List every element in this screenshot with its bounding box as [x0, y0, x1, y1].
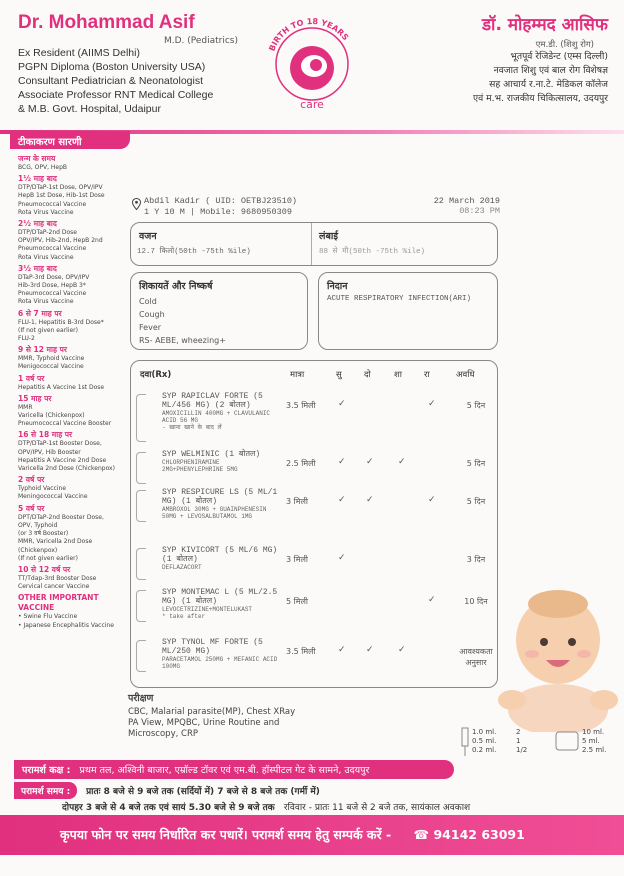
medicine-composition: DEFLAZACORT: [162, 564, 202, 571]
measure-right: 10 ml.: [582, 728, 605, 736]
medicine-duration: आवश्यकता अनुसार: [459, 647, 493, 667]
investigations: [128, 693, 298, 740]
dose-tick-icon: ✓: [428, 495, 436, 505]
schedule-group: [18, 219, 126, 262]
phone-icon: ☎: [413, 827, 430, 842]
medicine-name: SYP RESPICURE LS (5 ML/1 MG) (1 बोतल): [162, 488, 278, 506]
doctor-name-en: Dr. Mohammad Asif: [18, 12, 195, 33]
medicine-bracket: [136, 452, 146, 484]
medicine-composition: LEVOCETRIZINE+MONTELUKAST: [162, 606, 253, 613]
schedule-vaccine-line: (If not given earlier): [18, 554, 78, 562]
complaints-box: [130, 272, 308, 350]
timing-line1: प्रातः 8 बजे से 9 बजे तक (सर्दियों में) 7 बजे से 8 बजे तक (गर्मी में): [86, 787, 320, 797]
address-text: प्रथम तल, अश्विनी बाजार, एम्रॉल्ड टॉवर एवं एम.बी. हॉस्पीटल गेट के सामने, उदयपुर: [79, 765, 370, 776]
timing-line2: दोपहर 3 बजे से 4 बजे तक एवं सायं 5.30 बजे से 9 बजे तक: [62, 803, 275, 813]
schedule-vaccine-line: DPT/DTaP-2nd Booster Dose,: [18, 513, 104, 521]
medicine-name: SYP RAPICLAV FORTE (5 ML/456 MG) (2 बोतल): [162, 392, 263, 410]
medicine-duration: 5 दिन: [466, 459, 486, 468]
medicine-name: SYP WELMINIC (1 बोतल): [162, 450, 261, 459]
schedule-group-title: 16 से 18 माह पर: [18, 430, 73, 440]
schedule-vaccine-line: Varicella (Chickenpox): [18, 412, 85, 420]
schedule-group: [18, 154, 126, 172]
schedule-vaccine-line: Pneumococcal Vaccine: [18, 245, 87, 253]
schedule-vaccine-line: Menigococcal Vaccine: [18, 363, 84, 371]
measure-left: 0.5 ml.: [472, 737, 497, 745]
schedule-vaccine-line: HepB 1st Dose, Hib-1st Dose: [18, 192, 105, 200]
dose-tick-icon: ✓: [428, 595, 436, 605]
measure-left: 1.0 ml.: [472, 728, 497, 736]
dose-tick-icon: ✓: [338, 645, 346, 655]
schedule-group-title: 2½ माह बाद: [18, 219, 57, 229]
dose-tick-icon: ✓: [366, 495, 374, 505]
medicine-bracket: [136, 490, 146, 522]
measure-mid: 1/2: [516, 746, 528, 754]
schedule-vaccine-line: Rota Virus Vaccine: [18, 298, 74, 306]
dose-tick-icon: ✓: [398, 645, 406, 655]
rx-label: दवा(Rx): [140, 370, 172, 380]
qualification-line: Ex Resident (AIIMS Delhi): [18, 47, 140, 59]
schedule-group-title: 9 से 12 माह पर: [18, 345, 67, 355]
schedule-group-title: 1 वर्ष पर: [18, 373, 45, 383]
medicine-duration: 5 दिन: [466, 401, 486, 410]
diagnosis-box: [318, 272, 498, 350]
height-label: लंबाई: [319, 231, 338, 242]
schedule-vaccine-line: Typhoid Vaccine: [18, 485, 67, 493]
diagnosis-value: ACUTE RESPIRATORY INFECTION(ARI): [327, 295, 472, 303]
height-value: 88 से मी(50th -75th %ile): [319, 248, 426, 256]
dose-tick-icon: ✓: [366, 645, 374, 655]
schedule-group: [18, 504, 126, 563]
timing-label: परामर्श समय :: [14, 782, 77, 799]
qualification-line: Associate Professor RNT Medical College: [18, 89, 214, 101]
dose-tick-icon: ✓: [366, 457, 374, 467]
dose-tick-icon: ✓: [338, 457, 346, 467]
doctor-name-hi: डॉ. मोहम्मद आसिफ: [481, 15, 608, 35]
schedule-group-title: OTHER IMPORTANT VACCINE: [18, 593, 99, 613]
schedule-vaccine-line: DTP/DTaP-2nd Dose: [18, 229, 77, 237]
schedule-group: [18, 309, 126, 344]
investigations-text: CBC, Malarial parasite(MP), Chest XRay PA View, MPQBC, Urine Routine and Microscopy, CRP: [128, 707, 296, 739]
schedule-vaccine-line: BCG, OPV, HepB: [18, 164, 68, 171]
rx-col-noon: दो: [364, 370, 371, 380]
measure-right: 5 ml.: [582, 737, 600, 745]
qualification-line: PGPN Diploma (Boston University USA): [18, 61, 206, 73]
schedule-group-title: जन्म के समय: [18, 154, 56, 163]
schedule-vaccine-line: Pneumococcal Vaccine Booster: [18, 420, 112, 428]
clinic-address: [14, 760, 454, 779]
rx-col-dose: मात्रा: [290, 370, 305, 380]
schedule-vaccine-line: • Swine Flu Vaccine: [18, 613, 78, 621]
schedule-vaccine-line: Hepatitis A Vaccine 1st Dose: [18, 383, 105, 391]
vitals-box: [130, 222, 498, 266]
qualification-line: & M.B. Govt. Hospital, Udaipur: [18, 103, 161, 115]
dose-tick-icon: ✓: [338, 495, 346, 505]
medicine-note: - खाना खाने के बाद लें: [162, 424, 222, 431]
schedule-group: [18, 174, 126, 217]
medicine-name: SYP TYNOL MF FORTE (5 ML/250 MG): [162, 638, 263, 656]
investigations-label: परीक्षण: [128, 693, 154, 704]
measure-right: 2.5 ml.: [582, 746, 607, 754]
schedule-vaccine-line: OPV/IPV, Hib-2nd, HepB 2nd: [18, 237, 103, 245]
medicine-duration: 5 दिन: [466, 497, 486, 506]
medicine-bracket: [136, 548, 146, 580]
doctor-info-english: [18, 12, 238, 116]
medicine-bracket: [136, 590, 146, 622]
schedule-vaccine-line: DTP/DTaP-1st Dose, OPV/IPV: [18, 184, 103, 192]
medicine-bracket: [136, 640, 146, 672]
baby-illustration: [488, 582, 624, 732]
schedule-group-title: 6 से 7 माह पर: [18, 308, 62, 318]
footer-text: कृपया फोन पर समय निर्धारित कर पधारें। परामर्श समय हेतु सम्पर्क करें -: [60, 827, 392, 842]
location-pin-icon: [132, 198, 141, 210]
schedule-group-title: 2 वर्ष पर: [18, 475, 45, 485]
patient-name: Abdil Kadir ( UID: OETBJ23510): [144, 196, 298, 206]
schedule-vaccine-line: (If not given earlier): [18, 326, 78, 334]
measure-left: 0.2 ml.: [472, 746, 497, 754]
consultation-timing: [14, 782, 614, 797]
qualification-line: Consultant Pediatrician & Neonatologist: [18, 75, 204, 87]
qualification-line-hi: भूतपूर्व रेजिडेन्ट (एम्स दिल्ली): [510, 51, 608, 62]
vaccination-schedule: [18, 154, 126, 632]
schedule-vaccine-line: OPV, Typhoid: [18, 521, 58, 529]
schedule-group: [18, 475, 126, 501]
care-logo: [258, 10, 366, 118]
schedule-vaccine-line: FLU-1, Hepatitis B-3rd Dose*: [18, 318, 104, 326]
schedule-vaccine-line: Pneumococcal Vaccine: [18, 200, 87, 208]
qualification-line-hi: एवं म.भ. राजकीय चिकित्सालय, उदयपुर: [473, 93, 608, 104]
schedule-vaccine-line: Hepatitis A Vaccine 2nd Dose: [18, 456, 107, 464]
medicine-entry: [162, 546, 284, 571]
medicine-composition: PARACETAMOL 250MG + MEFANIC ACID 100MG: [162, 656, 278, 670]
schedule-vaccine-line: DTP/DTaP-1st Booster Dose,: [18, 440, 102, 448]
schedule-vaccine-line: FLU-2: [18, 335, 35, 343]
schedule-group: [18, 374, 126, 392]
schedule-vaccine-line: • Japanese Encephalitis Vaccine: [18, 621, 114, 629]
schedule-vaccine-line: Hib-3rd Dose, HepB 3*: [18, 282, 86, 290]
schedule-group: [18, 345, 126, 371]
doctor-degree-hi: एम.डी. (शिशु रोग): [535, 40, 594, 50]
patient-info: [130, 196, 330, 217]
dose-tick-icon: ✓: [398, 457, 406, 467]
measure-mid: 1: [516, 737, 521, 745]
timing-sunday: रविवार - प्रातः 11 बजे से 2 बजे तक, सायंकाल अवकाश: [283, 803, 471, 813]
medicine-name: SYP MONTEMAC L (5 ML/2.5 MG) (1 बोतल): [162, 588, 278, 606]
schedule-vaccine-line: (or 3 वर्ष Booster): [18, 530, 69, 538]
schedule-group-title: 1½ माह बाद: [18, 174, 57, 184]
schedule-vaccine-line: TT/Tdap-3rd Booster Dose: [18, 574, 97, 582]
schedule-vaccine-line: Pneumococcal Vaccine: [18, 290, 87, 298]
dosage-measure-guide: [460, 726, 616, 760]
medicine-composition: AMBROXOL 30MG + GUAINPHENESIN 50MG + LEVOSALBUTAMOL 1MG: [162, 506, 267, 520]
dose-tick-icon: ✓: [338, 553, 346, 563]
medicine-bracket: [136, 394, 146, 442]
complaint-item: Cough: [139, 310, 165, 319]
visit-datetime: [420, 196, 500, 216]
qualification-line-hi: नवजात शिशु एवं बाल रोग विशेषज्ञ: [493, 65, 608, 76]
weight-value: 12.7 किलो(50th -75th %ile): [137, 248, 251, 256]
weight-label: वजन: [139, 231, 157, 242]
schedule-vaccine-line: MMR, Typhoid Vaccine: [18, 355, 85, 363]
visit-date: 22 March 2019: [433, 196, 500, 206]
doctor-info-hindi: [388, 12, 608, 106]
schedule-group: [18, 593, 126, 629]
rx-col-duration: अवधि: [456, 370, 475, 380]
complaints-label: शिकायतें और निष्कर्ष: [139, 281, 213, 292]
timing-row2: [14, 800, 614, 813]
dose-tick-icon: ✓: [338, 399, 346, 409]
schedule-group: [18, 264, 126, 307]
medicine-dose: 2.5 मिली: [286, 459, 316, 468]
patient-age-mobile: 1 Y 10 M | Mobile: 9680950309: [144, 207, 292, 217]
complaint-item: RS- AEBE, wheezing+: [139, 336, 226, 345]
schedule-group-title: 10 से 12 वर्ष पर: [18, 564, 71, 574]
schedule-vaccine-line: Meningococcal Vaccine: [18, 493, 88, 501]
medicine-note: * take after: [162, 613, 206, 620]
schedule-group: [18, 565, 126, 591]
complaint-item: Fever: [139, 323, 162, 332]
schedule-vaccine-line: MMR: [18, 403, 33, 411]
schedule-vaccine-line: Rota Virus Vaccine: [18, 253, 74, 261]
visit-time: 08:23 PM: [459, 206, 500, 216]
medicine-duration: 3 दिन: [466, 555, 486, 564]
schedule-group-title: 15 माह पर: [18, 393, 52, 403]
schedule-group: [18, 430, 126, 473]
medicine-dose: 3.5 मिली: [286, 647, 316, 656]
medicine-entry: [162, 588, 284, 620]
rx-col-night: रा: [424, 370, 430, 380]
footer-phone: 94142 63091: [433, 827, 525, 842]
schedule-vaccine-line: DTaP-3rd Dose, OPV/IPV: [18, 273, 90, 281]
complaint-item: Cold: [139, 297, 157, 306]
medicine-dose: 5 मिली: [286, 597, 308, 606]
medicine-duration: 10 दिन: [464, 597, 488, 606]
measure-mid: 2: [516, 728, 521, 736]
qualification-line-hi: सह आचार्य र.ना.टे. मेडिकल कॉलेज: [489, 79, 608, 90]
medicine-entry: [162, 638, 284, 670]
schedule-group-title: 3½ माह बाद: [18, 263, 57, 273]
medicine-entry: [162, 450, 284, 473]
medicine-composition: CHLORPHENIRAMINE 2MG+PHENYLEPHRINE 5MG: [162, 459, 238, 473]
vaccination-schedule-tab: टीकाकरण सारणी: [10, 131, 130, 149]
schedule-vaccine-line: Varicella 2nd Dose (Chickenpox): [18, 465, 115, 473]
medicine-entry: [162, 488, 284, 520]
logo-word: care: [300, 98, 324, 111]
schedule-vaccine-line: MMR, Varicella 2nd Dose (Chickenpox): [18, 538, 93, 554]
medicine-entry: [162, 392, 284, 431]
medicine-name: SYP KIVICORT (5 ML/6 MG) (1 बोतल): [162, 546, 278, 564]
dose-tick-icon: ✓: [428, 399, 436, 409]
medicine-dose: 3 मिली: [286, 555, 308, 564]
schedule-group: [18, 394, 126, 429]
footer-bar: [0, 815, 624, 855]
medicine-dose: 3 मिली: [286, 497, 308, 506]
schedule-vaccine-line: Cervical cancer Vaccine: [18, 583, 90, 591]
rx-col-morning: सु: [336, 370, 342, 380]
schedule-vaccine-line: Rota Virus Vaccine: [18, 208, 74, 216]
medicine-composition: AMOXICILLIN 400MG + CLAVULANIC ACID 56 MG: [162, 410, 271, 424]
schedule-group-title: 5 वर्ष पर: [18, 503, 45, 513]
doctor-degree-en: M.D. (Pediatrics): [163, 36, 238, 46]
rx-col-evening: शा: [394, 370, 402, 380]
schedule-vaccine-line: OPV/IPV, Hib Booster: [18, 448, 81, 456]
address-label: परामर्श कक्ष :: [22, 765, 71, 776]
diagnosis-label: निदान: [327, 281, 348, 292]
logo-arc-text: BIRTH TO 18 YEARS: [267, 16, 351, 53]
medicine-dose: 3.5 मिली: [286, 401, 316, 410]
